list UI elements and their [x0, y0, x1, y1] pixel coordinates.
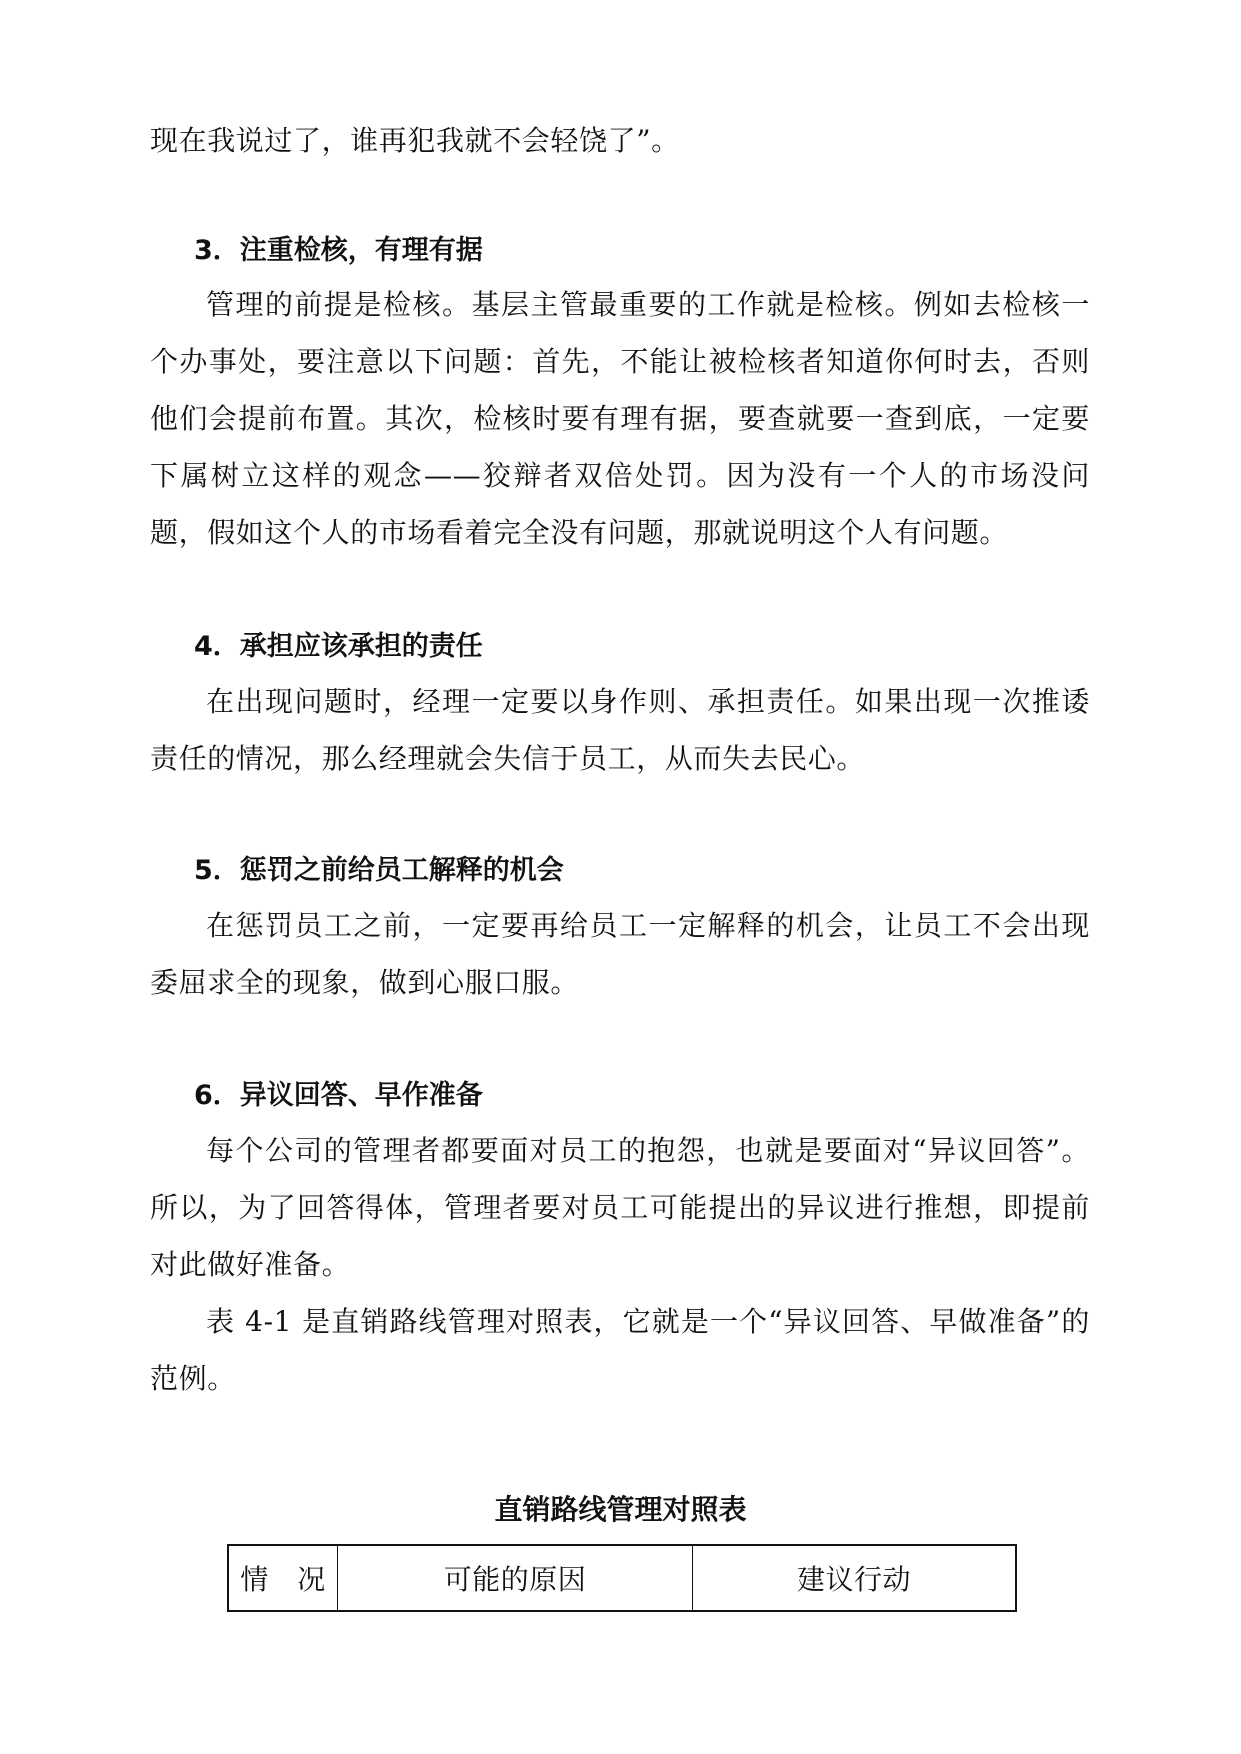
header-possible-cause: 可能的原因	[338, 1545, 693, 1611]
paragraph-table-reference: 表 4-1 是直销路线管理对照表，它就是一个“异议回答、早做准备”的范例。	[150, 1305, 1090, 1395]
management-table	[227, 1544, 1017, 1612]
header-situation: 情 况	[228, 1545, 338, 1611]
table-title: 直销路线管理对照表	[494, 1493, 747, 1526]
paragraph-responsibility: 在出现问题时，经理一定要以身作则、承担责任。如果出现一次推诿责任的情况，那么经理就会失信于员工，从而失去民心。	[150, 685, 1090, 775]
header-suggested-action: 建议行动	[693, 1545, 1017, 1611]
paragraph-objections: 每个公司的管理者都要面对员工的抱怨，也就是要面对“异议回答”。所以，为了回答得体，管理者要对员工可能提出的异议进行推想，即提前对此做好准备。	[150, 1134, 1090, 1281]
section-heading-5: 5．惩罚之前给员工解释的机会	[194, 855, 564, 886]
section-heading-4: 4．承担应该承担的责任	[194, 631, 483, 662]
section-heading-6: 6．异议回答、早作准备	[194, 1080, 483, 1111]
paragraph-intro: 现在我说过了，谁再犯我就不会轻饶了”。	[150, 124, 680, 157]
section-heading-3: 3．注重检核，有理有据	[194, 235, 483, 266]
paragraph-explanation: 在惩罚员工之前，一定要再给员工一定解释的机会，让员工不会出现委屈求全的现象，做到心服口服。	[150, 909, 1090, 999]
paragraph-inspection: 管理的前提是检核。基层主管最重要的工作就是检核。例如去检核一个办事处，要注意以下问题：首先，不能让被检核者知道你何时去，否则他们会提前布置。其次，检核时要有理有据，要查就要一查到底，一定要下属树立这样的观念——狡辩者双倍处罚。因为没有一个人的市场没问题，假如这个人的市场看着完全没有问题，那就说明这个人有问题。	[150, 288, 1090, 549]
table-header-row	[228, 1545, 1016, 1611]
